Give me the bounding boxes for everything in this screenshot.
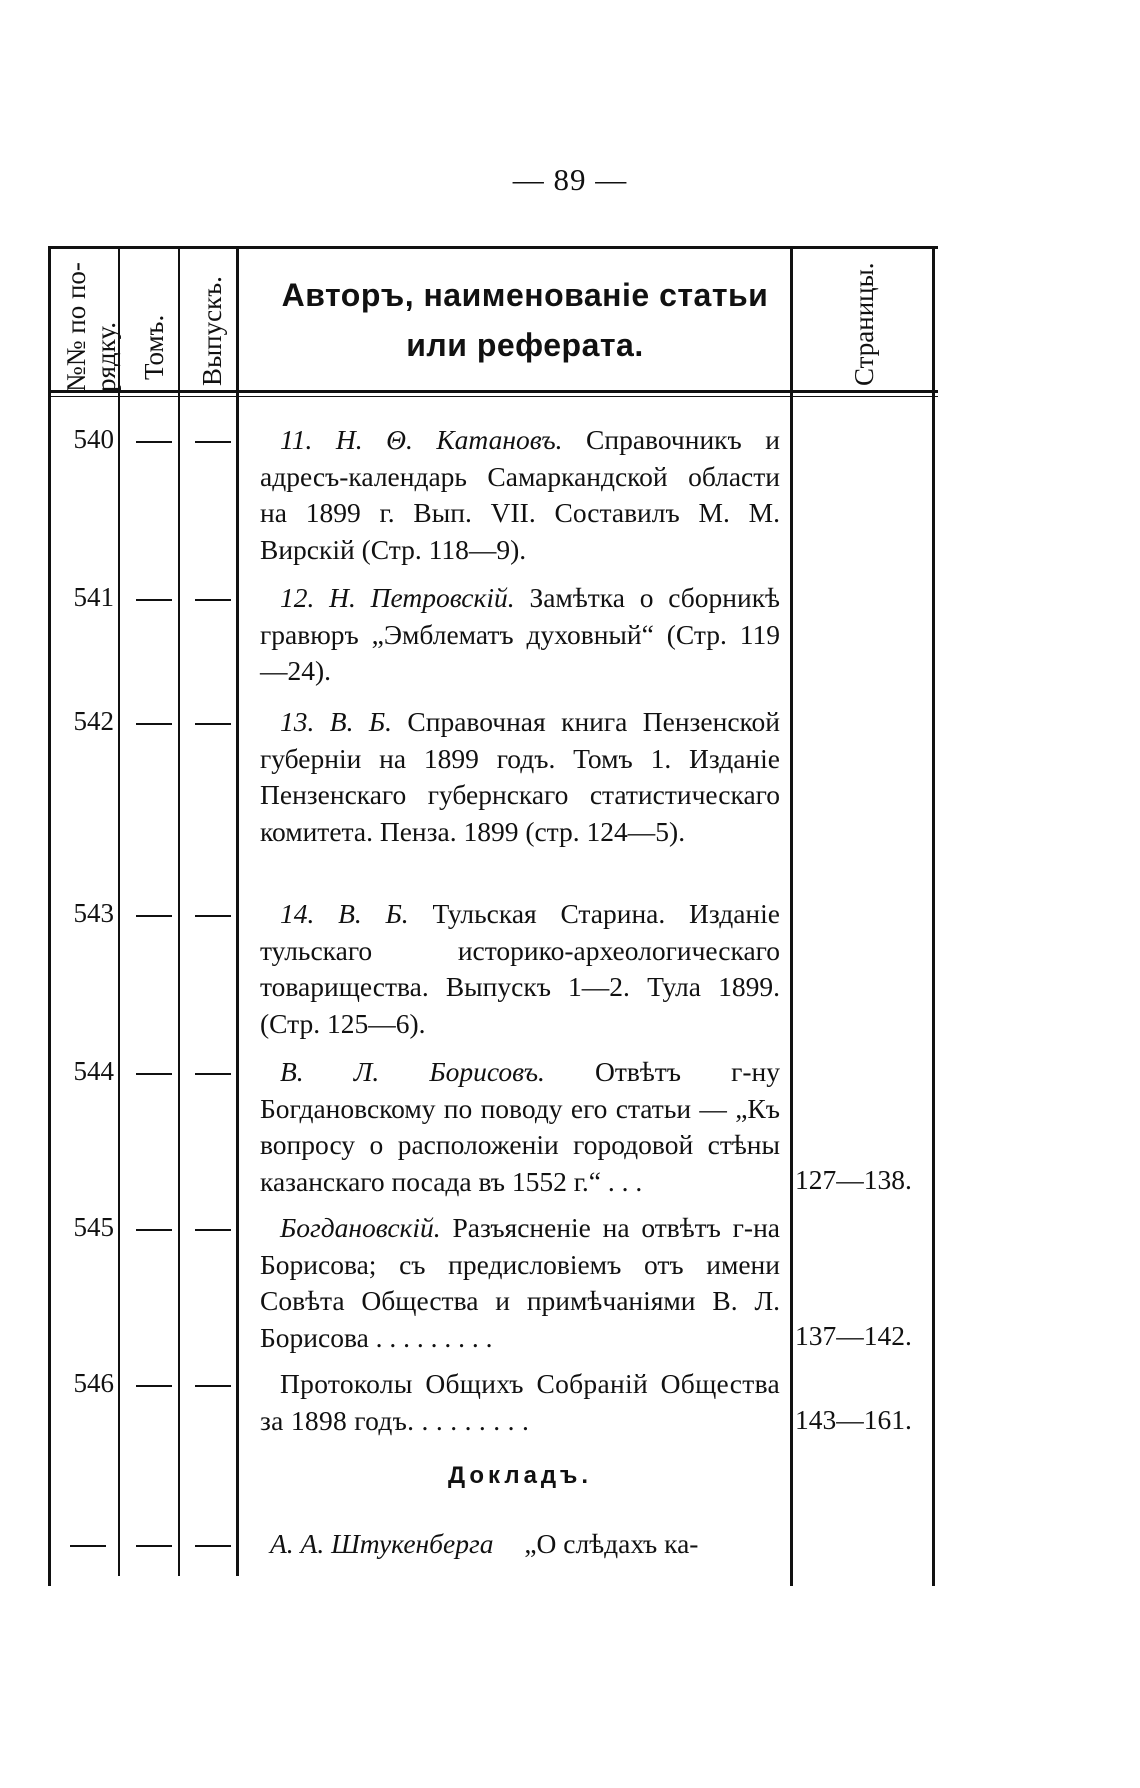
entry-author: 13. В. Б.: [280, 706, 392, 737]
entry-text: [260, 704, 780, 850]
header-col-pages: Страницы.: [849, 262, 879, 386]
entry-text: [260, 580, 780, 690]
issue-dash: [195, 1073, 231, 1075]
row-number: 541: [73, 582, 114, 612]
entry-pages: 143—161.: [795, 1404, 912, 1435]
header-col-num-line2: рядку.: [90, 322, 121, 392]
vol-dash: [136, 1385, 172, 1387]
row-number: 543: [73, 898, 114, 928]
header-col-title: [255, 270, 795, 370]
issue-dash: [195, 723, 231, 725]
vol-dash: [136, 1229, 172, 1231]
entry-text: [260, 1366, 780, 1439]
entry-body: „О слѣдахъ ка-: [524, 1528, 699, 1559]
col-border-left: [48, 246, 51, 1586]
entry-body: Тульская Старина. Изданіе тульскаго историко-археологическаго товарищества. Выпускъ 1—2. Тула 1899. (Стр. 125—6).: [260, 898, 780, 1039]
vol-dash: [136, 723, 172, 725]
vol-dash: [136, 1545, 172, 1547]
entry-text: [260, 896, 780, 1042]
col-border-num: [118, 246, 120, 1576]
entry-text: [260, 422, 780, 568]
entry-pages: 127—138.: [795, 1164, 912, 1195]
table-top-rule: [48, 246, 938, 249]
issue-dash: [195, 915, 231, 917]
row-number: 544: [73, 1056, 114, 1086]
entry-body: Справочная книга Пензенской губерніи на 1899 годъ. Томъ 1. Изданіе Пензенскаго губернскаго статистическаго комитета. Пенза. 1899 (стр. 124—5).: [260, 706, 780, 847]
issue-dash: [195, 599, 231, 601]
header-title-line2: или реферата.: [406, 327, 644, 363]
entry-author: 14. В. Б.: [280, 898, 409, 929]
col-border-right: [932, 246, 935, 1586]
entry-body: Замѣтка о сборникѣ гравюръ „Эмблематъ духовный“ (Стр. 119—24).: [260, 582, 780, 686]
col-border-vol: [178, 246, 180, 1576]
header-col-num: [62, 262, 121, 392]
issue-dash: [195, 1545, 231, 1547]
vol-dash: [136, 1073, 172, 1075]
header-col-num-line1: №№ по по-: [61, 262, 91, 392]
num-dash: [70, 1545, 106, 1547]
entry-author: 11. Н. Θ. Катановъ.: [280, 424, 563, 455]
entry-text: [260, 1210, 780, 1356]
entry-author: А. А. Штукенберга: [270, 1528, 494, 1559]
entry-body: Разъясненіе на отвѣтъ г-на Борисова; съ предисловіемъ отъ имени Совѣта Общества и примѣчаніями В. Л. Борисова . . . . . . . . .: [260, 1212, 781, 1353]
row-number: 540: [73, 424, 114, 454]
col-border-issue: [236, 246, 239, 1576]
row-number: 545: [73, 1212, 114, 1242]
vol-dash: [136, 441, 172, 443]
header-bottom-rule-thin: [48, 396, 938, 397]
header-title-line1: Авторъ, наименованіе статьи: [281, 277, 769, 313]
header-col-issue: Выпускъ.: [197, 276, 227, 386]
vol-dash: [136, 599, 172, 601]
header-col-vol: Томъ.: [139, 314, 169, 380]
header-bottom-rule: [48, 390, 938, 393]
page-number: — 89 —: [512, 162, 628, 197]
col-border-title: [790, 246, 793, 1586]
entry-author: 12. Н. Петровскій.: [280, 582, 515, 613]
row-number: 546: [73, 1368, 114, 1398]
vol-dash: [136, 915, 172, 917]
entry-author: В. Л. Борисовъ.: [280, 1056, 545, 1087]
entry-pages: 137—142.: [795, 1320, 912, 1351]
issue-dash: [195, 1229, 231, 1231]
entry-body: Отвѣтъ г-ну Богдановскому по поводу его статьи — „Къ вопросу о расположеніи городовой стѣны казанскаго посада въ 1552 г.“ . . .: [260, 1056, 781, 1197]
section-title: Докладъ.: [447, 1462, 593, 1489]
entry-body: Справочникъ и адресъ-календарь Самаркандской области на 1899 г. Вып. VII. Составилъ М. М. Вирскій (Стр. 118—9).: [260, 424, 780, 565]
entry-body: Протоколы Общихъ Собраній Общества за 1898 годъ. . . . . . . . .: [260, 1368, 780, 1436]
row-number: 542: [73, 706, 114, 736]
issue-dash: [195, 1385, 231, 1387]
entry-author: Богдановскій.: [280, 1212, 441, 1243]
entry-text: [260, 1054, 780, 1200]
issue-dash: [195, 441, 231, 443]
entry-text: [260, 1526, 780, 1563]
